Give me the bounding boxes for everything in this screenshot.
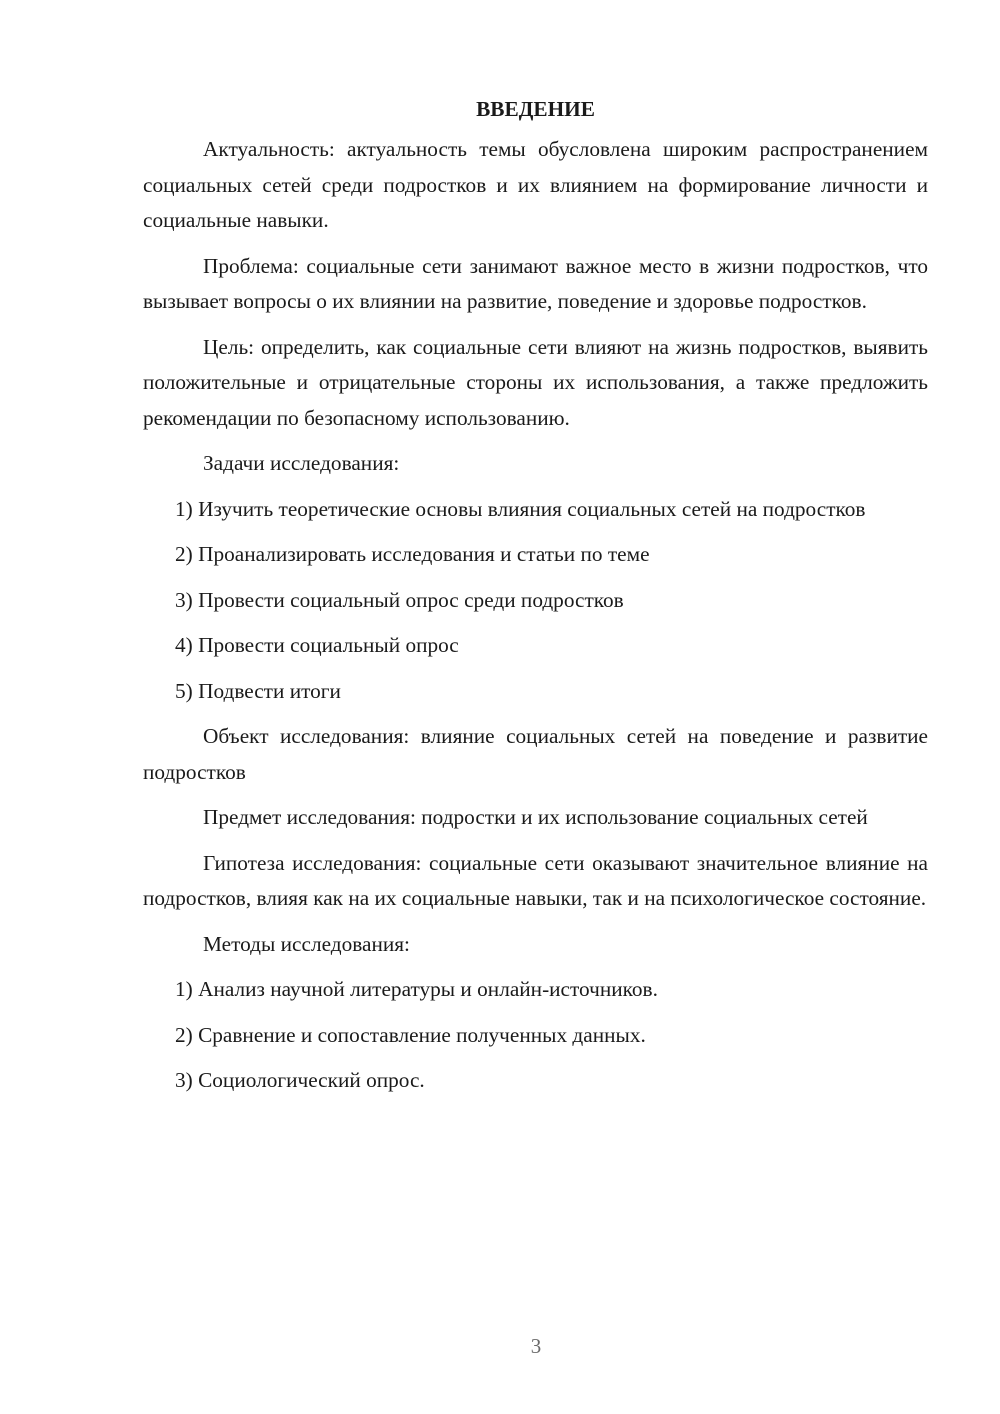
task-item: 2) Проанализировать исследования и статьи по теме: [175, 542, 650, 566]
tasks-title: Задачи исследования:: [203, 451, 400, 475]
hypothesis-paragraph: Гипотеза исследования: социальные сети оказывают значительное влияние на подростков, влияя как на их социальные навыки, так и на психологическое состояние.: [143, 850, 928, 910]
task-item: 1) Изучить теоретические основы влияния социальных сетей на подростков: [175, 496, 866, 521]
method-item: 1) Анализ научной литературы и онлайн-источников.: [175, 977, 658, 1001]
methods-title: Методы исследования:: [203, 931, 410, 956]
task-item: 4) Провести социальный опрос: [175, 633, 459, 657]
object-paragraph: Объект исследования: влияние социальных сетей на поведение и развитие подростков: [143, 724, 928, 784]
goal-paragraph: Цель: определить, как социальные сети влияют на жизнь подростков, выявить положительные и отрицательные стороны их использования, а также предложить рекомендации по безопасному использованию.: [143, 334, 928, 430]
task-item: 5) Подвести итоги: [175, 678, 341, 703]
subject-paragraph: Предмет исследования: подростки и их использование социальных сетей: [203, 805, 868, 829]
relevance-paragraph: Актуальность: актуальность темы обусловлена широким распространением социальных сетей среди подростков и их влиянием на формирование личности и социальные навыки.: [143, 137, 928, 232]
section-heading: ВВЕДЕНИЕ: [476, 97, 595, 121]
document-page: [143, 92, 928, 1109]
task-item: 3) Провести социальный опрос среди подростков: [175, 587, 624, 612]
page-number: 3: [530, 1334, 542, 1358]
problem-paragraph: Проблема: социальные сети занимают важное место в жизни подростков, что вызывает вопросы о их влиянии на развитие, поведение и здоровье подростков.: [143, 253, 928, 313]
method-item: 3) Социологический опрос.: [175, 1068, 425, 1092]
method-item: 2) Сравнение и сопоставление полученных данных.: [175, 1022, 646, 1047]
